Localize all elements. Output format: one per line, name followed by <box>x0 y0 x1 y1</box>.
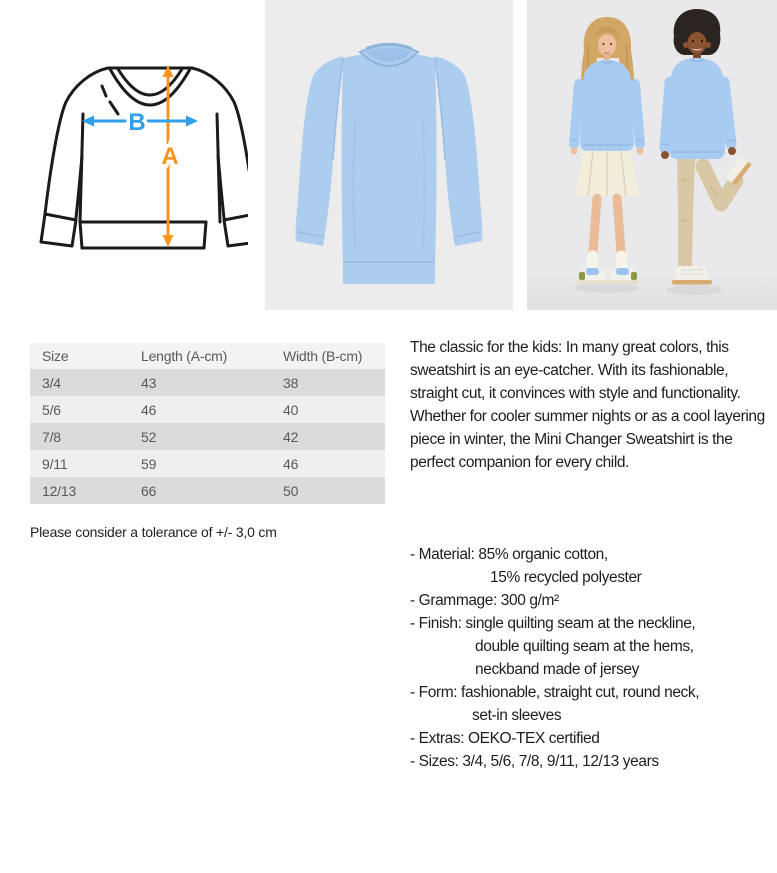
table-cell: 66 <box>141 477 283 504</box>
detail-line: - Extras: OEKO-TEX certified <box>410 730 600 747</box>
size-diagram <box>38 52 248 252</box>
product-photo-models <box>527 0 777 310</box>
table-cell: 42 <box>283 423 385 450</box>
detail-line: - Finish: single quilting seam at the neckline, <box>410 615 696 632</box>
table-row <box>30 396 385 423</box>
detail-line: set-in sleeves <box>472 707 562 724</box>
product-description: The classic for the kids: In many great colors, this sweatshirt is an eye-catcher. With its fashionable, straight cut, it convinces with style and functionality. Whether for cooler summer nights or as a cool layering piece in winter, the Mini Changer Sweatshirt is the perfect companion for every child. <box>410 339 765 471</box>
table-row <box>30 477 385 504</box>
floor-shadow <box>575 283 639 293</box>
flat-sweatshirt-image <box>265 0 513 310</box>
flat-sweatshirt <box>296 44 483 285</box>
size-table-header-size: Size <box>30 343 141 369</box>
kids-models-image <box>527 0 777 310</box>
table-cell: 52 <box>141 423 283 450</box>
table-row <box>30 450 385 477</box>
size-table-header-row <box>30 343 385 369</box>
table-row <box>30 423 385 450</box>
table-cell: 9/11 <box>30 450 141 477</box>
length-label-a: A <box>161 143 179 170</box>
product-photo-flat <box>265 0 513 310</box>
size-table-header-width: Width (B-cm) <box>283 343 385 369</box>
table-cell: 38 <box>283 369 385 396</box>
sweatshirt-outline <box>41 68 248 248</box>
stitch-mark-icon <box>102 86 106 96</box>
size-table <box>30 343 385 504</box>
table-cell: 7/8 <box>30 423 141 450</box>
girl-sneaker-icon <box>608 268 639 284</box>
tolerance-note: Please consider a tolerance of +/- 3,0 cm <box>30 524 277 540</box>
detail-line: - Sizes: 3/4, 5/6, 7/8, 9/11, 12/13 years <box>410 753 659 770</box>
detail-line: - Form: fashionable, straight cut, round neck, <box>410 684 700 701</box>
table-row <box>30 369 385 396</box>
detail-line: - Grammage: 300 g/m² <box>410 592 559 609</box>
detail-line: 15% recycled polyester <box>490 569 642 586</box>
table-cell: 46 <box>283 450 385 477</box>
size-table-body <box>30 369 385 504</box>
detail-line: neckband made of jersey <box>475 661 639 678</box>
girl-model <box>571 17 644 284</box>
width-label-b: B <box>128 109 146 136</box>
table-cell: 43 <box>141 369 283 396</box>
boy-sneaker-icon <box>672 266 712 285</box>
sweatshirt-outline-drawing <box>38 52 248 252</box>
stitch-mark-icon <box>110 102 118 114</box>
table-cell: 46 <box>141 396 283 423</box>
table-cell: 12/13 <box>30 477 141 504</box>
detail-line: double quilting seam at the hems, <box>475 638 694 655</box>
girl-sneaker-icon <box>577 268 608 284</box>
details-list <box>410 543 774 773</box>
table-cell: 59 <box>141 450 283 477</box>
boy-model <box>661 9 752 285</box>
floor-shadow <box>666 285 722 295</box>
size-table-header-length: Length (A-cm) <box>141 343 283 369</box>
table-cell: 50 <box>283 477 385 504</box>
table-cell: 5/6 <box>30 396 141 423</box>
table-cell: 40 <box>283 396 385 423</box>
table-cell: 3/4 <box>30 369 141 396</box>
detail-line: - Material: 85% organic cotton, <box>410 546 608 563</box>
